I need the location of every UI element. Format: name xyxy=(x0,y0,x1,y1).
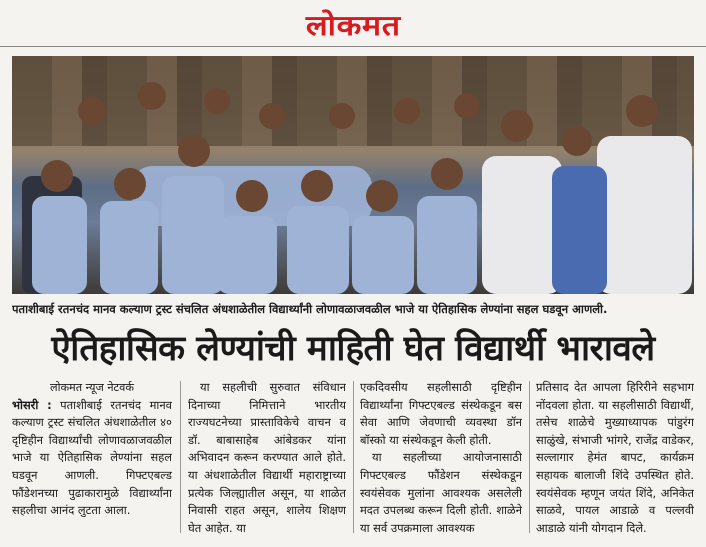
column-divider xyxy=(353,381,354,533)
dateline: भोसरी : xyxy=(12,397,52,412)
column-4-text: प्रतिसाद देत आपला हिरिरीने सहभाग नोंदवला होता. या सहलीसाठी विद्यार्थी, तसेच शाळेचे मुख्याध्यापक पांडुरंग साळुंखे, संभाजी भांगरे, राजेंद्र वाडेकर, सल्लागार हेमंत बापट, कार्यक्रम सहायक बालाजी शिंदे उपस्थित होते. स्वयंसेवक म्हणून जयंत शिंदे, अनिकेत साळवे, पायल आडाळे व पल्लवी आडाळे यांनी योगदान दिले. xyxy=(536,380,694,535)
column-2-text: या सहलीची सुरुवात संविधान दिनाच्या निमित्ताने भारतीय राज्यघटनेच्या प्रास्ताविकेचे वाचन व डॉ. बाबासाहेब आंबेडकर यांना अभिवादन करून करण्यात आले होते. या अंधशाळेतील विद्यार्थी महाराष्ट्राच्या प्रत्येक जिल्ह्यातील असून, या शाळेत निवासी राहत असून, शालेय शिक्षण घेत आहेत. या xyxy=(188,380,346,535)
column-divider xyxy=(180,381,181,533)
group-photo-figures xyxy=(12,56,694,294)
article-headline: ऐतिहासिक लेण्यांची माहिती घेत विद्यार्थी भारावले xyxy=(51,329,655,369)
column-1-body: पताशीबाई रतनचंद मानव कल्याण ट्रस्ट संचलित अंधशाळेतील ४० दृष्टिहीन विद्यार्थ्यांची लोणावळाजवळील भाजे या ऐतिहासिक लेण्यांना सहल घडवून आणली. गिफ्टएबल्ड फौंडेशनच्या पुढाकारामुळे विद्यार्थ्यांना सहलीचा आनंद लुटता आला. xyxy=(12,397,172,518)
byline: लोकमत न्यूज नेटवर्क xyxy=(49,381,134,394)
photo-caption: पताशीबाई रतनचंद मानव कल्याण ट्रस्ट संचलित अंधशाळेतील विद्यार्थ्यांनी लोणावळाजवळील भाजे या ऐतिहासिक लेण्यांना सहल घडवून आणली. xyxy=(12,302,608,316)
article-column-3 xyxy=(360,379,522,539)
article-body xyxy=(12,379,694,539)
masthead xyxy=(0,0,706,46)
article-column-2 xyxy=(188,379,346,539)
article-column-1 xyxy=(12,379,172,539)
column-1-text xyxy=(12,397,172,520)
article-column-4 xyxy=(536,379,694,539)
masthead-divider xyxy=(0,46,706,47)
column-3-text-a: एकदिवसीय सहलीसाठी दृष्टिहीन विद्यार्थ्यांना गिफ्टएबल्ड संस्थेकडून बस सेवा आणि जेवणाची व्यवस्था डॉन बॉस्को या संस्थेकडून केली होती. xyxy=(360,380,522,447)
newspaper-logo: लोकमत xyxy=(305,9,401,42)
column-divider xyxy=(529,381,530,533)
column-3-text-b: या सहलीच्या आयोजनासाठी गिफ्टएबल्ड फौंडेशन संस्थेकडून स्वयंसेवक मुलांना आवश्यक असलेली मदत उपलब्ध करून दिली होती. शाळेने या सर्व उपक्रमाला आवश्यक xyxy=(360,450,522,535)
group-photo xyxy=(12,56,694,294)
